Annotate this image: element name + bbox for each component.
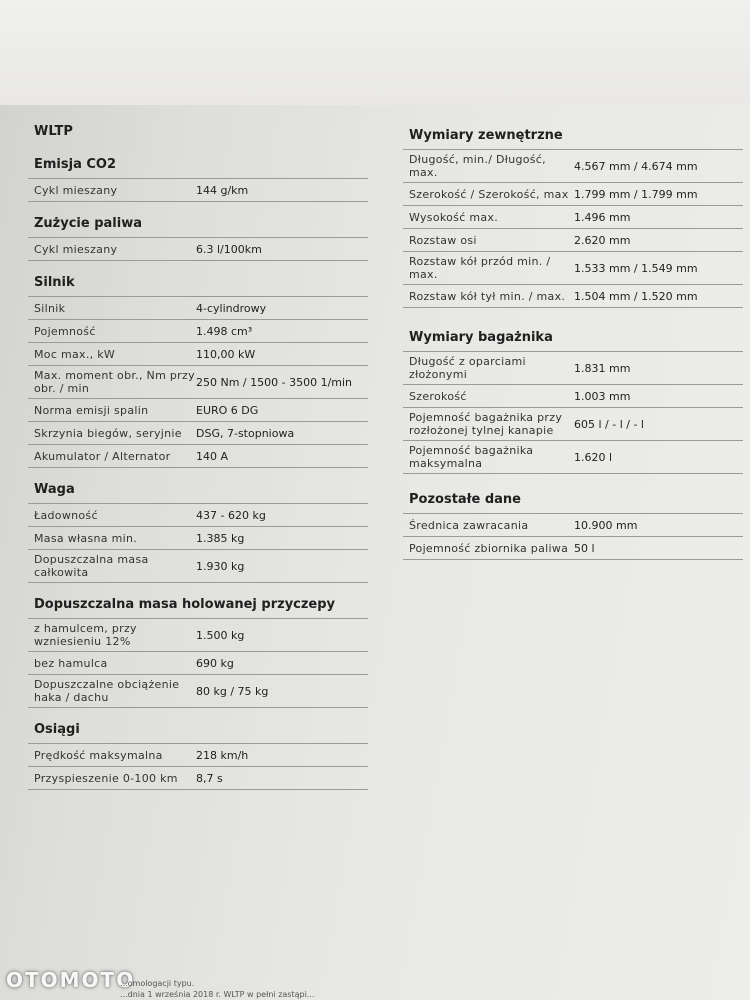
- spec-value: 144 g/km: [196, 183, 249, 197]
- spec-row: [403, 352, 743, 385]
- spec-row: [28, 422, 368, 445]
- spec-value: 1.831 mm: [574, 361, 631, 375]
- spec-label: Dopuszczalne obciążenie haka / dachu: [34, 678, 180, 704]
- spec-row: [403, 229, 743, 252]
- spec-label: Cykl mieszany: [34, 183, 118, 197]
- section-title: WLTP: [34, 124, 73, 139]
- spec-label: Pojemność bagażnika przy rozłożonej tylnej kanapie: [409, 411, 563, 437]
- right-column: [403, 128, 743, 560]
- section-title: Emisja CO2: [28, 157, 368, 179]
- spec-row: [28, 675, 368, 708]
- section-title: Wymiary bagażnika: [403, 330, 743, 352]
- section-wymiary-zewnętrzne: [403, 128, 743, 308]
- spec-row: [403, 150, 743, 183]
- spec-value: 250 Nm / 1500 - 3500 1/min: [196, 375, 353, 389]
- spec-value: 1.385 kg: [196, 531, 245, 545]
- spec-row: [403, 252, 743, 285]
- spec-label: Rozstaw kół tył min. / max.: [409, 289, 566, 303]
- spec-row: [403, 183, 743, 206]
- spec-value: 8,7 s: [196, 771, 223, 785]
- spec-value: 218 km/h: [196, 748, 249, 762]
- spec-label: Pojemność bagażnika maksymalna: [409, 444, 534, 470]
- spec-value: 1.003 mm: [574, 389, 631, 403]
- spec-value: 6.3 l/100km: [196, 242, 262, 256]
- spec-label: Wysokość max.: [409, 210, 498, 224]
- spec-label: Max. moment obr., Nm przy obr. / min: [34, 369, 195, 395]
- section-silnik: [28, 275, 368, 468]
- section-zużycie-paliwa: [28, 216, 368, 261]
- spec-value: 140 A: [196, 449, 229, 463]
- spec-value: 1.504 mm / 1.520 mm: [574, 289, 698, 303]
- spec-row: [28, 504, 368, 527]
- spec-label: z hamulcem, przy wzniesieniu 12%: [34, 622, 137, 648]
- spec-value: 605 l / - l / - l: [574, 417, 644, 431]
- spec-row: [28, 343, 368, 366]
- footnote-line: ...dnia 1 września 2018 r. WLTP w pełni zastąpi...: [120, 990, 315, 999]
- spec-value: DSG, 7-stopniowa: [196, 426, 295, 440]
- spec-label: Pojemność: [34, 324, 96, 338]
- spec-value: 690 kg: [196, 656, 234, 670]
- spec-label: Przyspieszenie 0-100 km: [34, 771, 178, 785]
- spec-value: 1.500 kg: [196, 628, 245, 642]
- spec-row: [28, 527, 368, 550]
- spec-row: [403, 537, 743, 560]
- spec-label: bez hamulca: [34, 656, 108, 670]
- spec-label: Długość z oparciami złożonymi: [409, 355, 526, 381]
- spec-label: Akumulator / Alternator: [34, 449, 171, 463]
- section-wltp: [28, 124, 368, 145]
- spec-value: 50 l: [574, 541, 595, 555]
- section-title: Dopuszczalna masa holowanej przyczepy: [28, 597, 368, 619]
- spec-row: [403, 385, 743, 408]
- footnote-line: ...omologacji typu.: [120, 979, 195, 988]
- spec-value: 2.620 mm: [574, 233, 631, 247]
- spec-label: Norma emisji spalin: [34, 403, 149, 417]
- spec-value: 1.799 mm / 1.799 mm: [574, 187, 698, 201]
- section-title: Osiągi: [28, 722, 368, 744]
- spec-label: Rozstaw osi: [409, 233, 477, 247]
- spec-row: [28, 366, 368, 399]
- spec-row: [28, 767, 368, 790]
- spec-row: [403, 441, 743, 474]
- section-wymiary-bagażnika: [403, 330, 743, 474]
- spec-row: [403, 408, 743, 441]
- spec-label: Średnica zawracania: [409, 518, 529, 532]
- spec-row: [28, 445, 368, 468]
- spec-row: [28, 297, 368, 320]
- spec-label: Szerokość: [409, 389, 467, 403]
- spec-value: 110,00 kW: [196, 347, 256, 361]
- spec-row: [28, 619, 368, 652]
- background-top: [0, 0, 750, 108]
- spec-label: Szerokość / Szerokość, max: [409, 187, 569, 201]
- spec-value: 1.496 mm: [574, 210, 631, 224]
- spec-row: [28, 652, 368, 675]
- section-dopuszczalna-masa-holowanej-przyczepy: [28, 597, 368, 708]
- spec-label: Moc max., kW: [34, 347, 116, 361]
- spec-row: [403, 285, 743, 308]
- footnote: [120, 978, 314, 1000]
- spec-value: 4.567 mm / 4.674 mm: [574, 159, 698, 173]
- section-waga: [28, 482, 368, 583]
- spec-value: 1.930 kg: [196, 559, 245, 573]
- spec-value: 10.900 mm: [574, 518, 638, 532]
- section-emisja-co2: [28, 157, 368, 202]
- spec-label: Dopuszczalna masa całkowita: [34, 553, 149, 579]
- otomoto-watermark: OTOMOTO: [6, 968, 136, 992]
- spec-row: [28, 320, 368, 343]
- spec-value: 1.533 mm / 1.549 mm: [574, 261, 698, 275]
- section-pozostałe-dane: [403, 492, 743, 560]
- spec-value: 1.620 l: [574, 450, 613, 464]
- spec-value: 1.498 cm³: [196, 324, 253, 338]
- spec-label: Ładowność: [34, 508, 98, 522]
- spec-value: 80 kg / 75 kg: [196, 684, 269, 698]
- spec-label: Cykl mieszany: [34, 242, 118, 256]
- section-title: Pozostałe dane: [403, 492, 743, 514]
- spec-row: [28, 179, 368, 202]
- spec-row: [403, 206, 743, 229]
- spec-label: Silnik: [34, 301, 66, 315]
- spec-label: Rozstaw kół przód min. / max.: [409, 255, 551, 281]
- section-title: Waga: [28, 482, 368, 504]
- spec-row: [28, 238, 368, 261]
- spec-row: [28, 744, 368, 767]
- spec-label: Długość, min./ Długość, max.: [409, 153, 546, 179]
- section-osiągi: [28, 722, 368, 790]
- spec-label: Skrzynia biegów, seryjnie: [34, 426, 182, 440]
- section-title: Silnik: [28, 275, 368, 297]
- spec-label: Prędkość maksymalna: [34, 748, 163, 762]
- spec-row: [28, 550, 368, 583]
- spec-value: 437 - 620 kg: [196, 508, 266, 522]
- section-title: Zużycie paliwa: [28, 216, 368, 238]
- spec-value: EURO 6 DG: [196, 403, 259, 417]
- spec-value: 4-cylindrowy: [196, 301, 267, 315]
- spec-label: Pojemność zbiornika paliwa: [409, 541, 569, 555]
- section-title: Wymiary zewnętrzne: [403, 128, 743, 150]
- left-column: [28, 124, 368, 790]
- spec-label: Masa własna min.: [34, 531, 138, 545]
- spec-row: [403, 514, 743, 537]
- spec-row: [28, 399, 368, 422]
